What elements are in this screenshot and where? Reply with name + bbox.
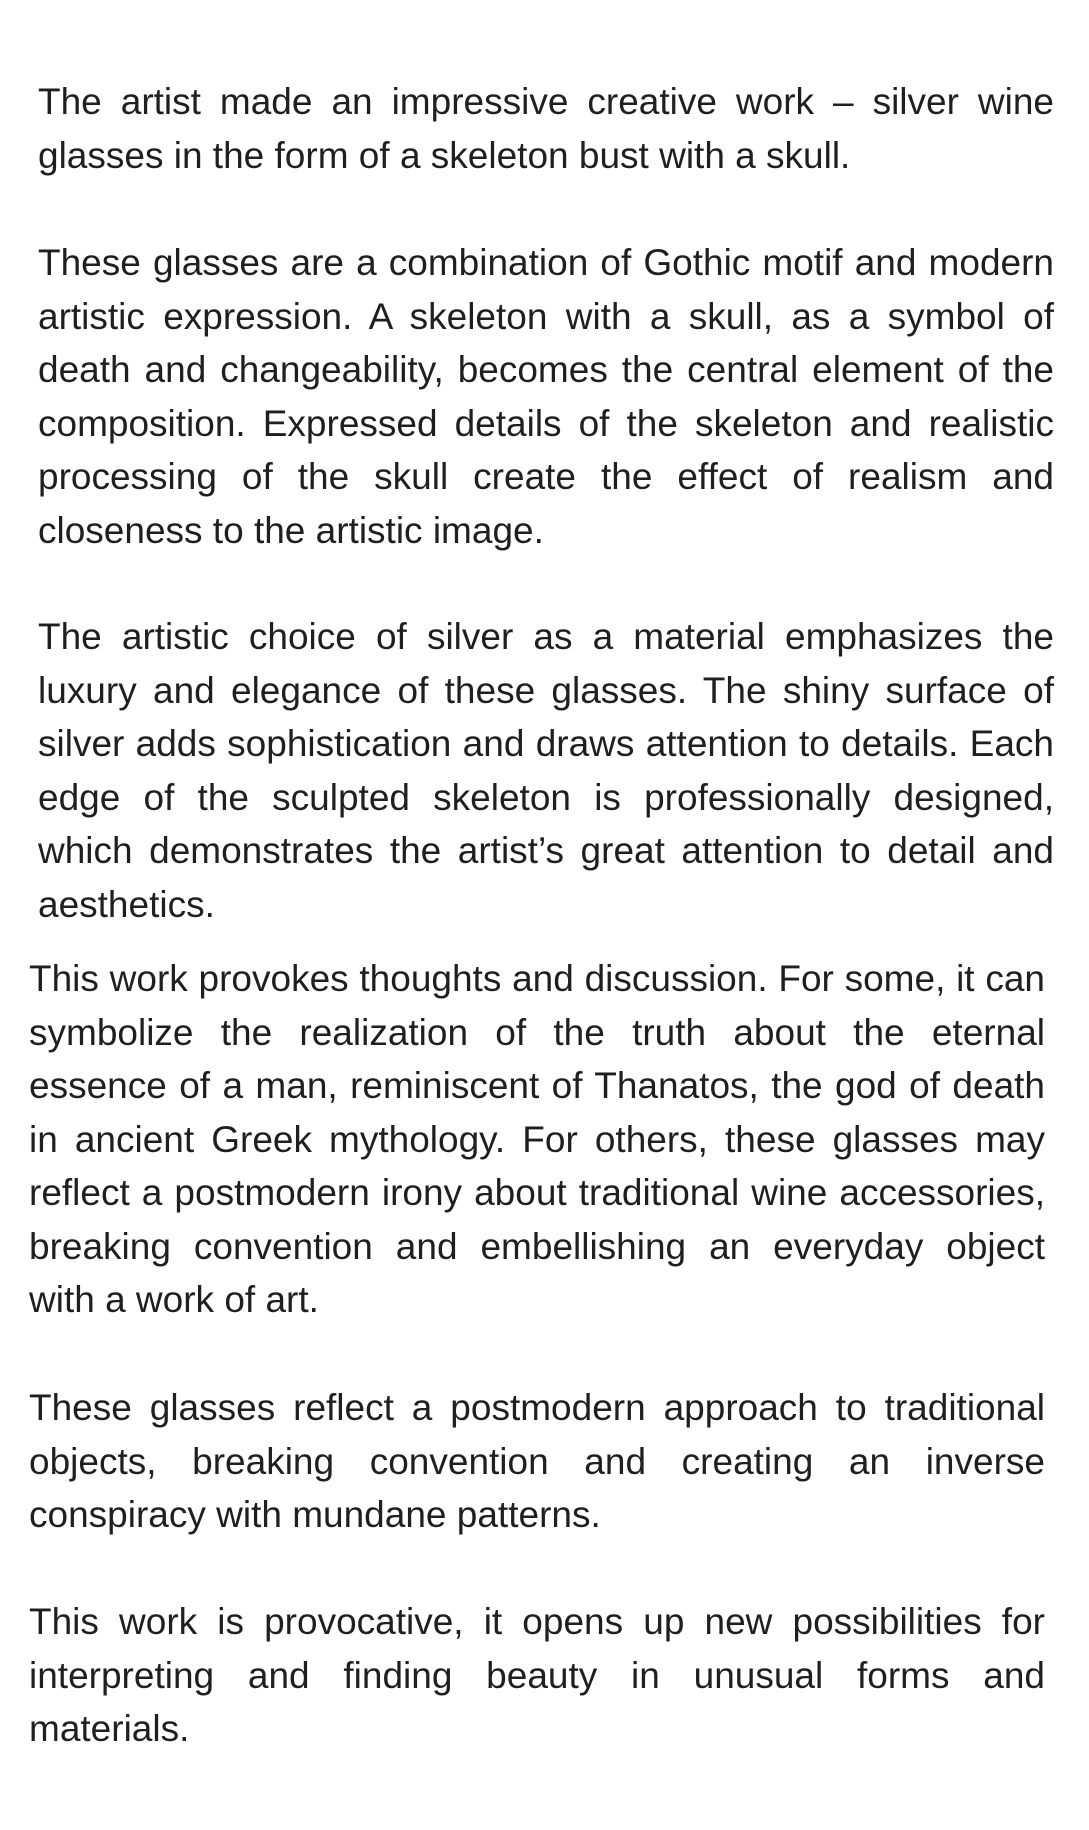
paragraph-intro: The artist made an impressive creative work – silver wine glasses in the form of a skeleton bust with a skull. bbox=[38, 81, 1054, 176]
paragraph-postmodern: These glasses reflect a postmodern approach to traditional objects, breaking convention and creating an inverse conspiracy with mundane patterns. bbox=[29, 1387, 1045, 1535]
paragraph-interpretation: This work provokes thoughts and discussion. For some, it can symbolize the realization of the truth about the eternal essence of a man, reminiscent of Thanatos, the god of death in ancient Greek mythology. For others, these glasses may reflect a postmodern irony about traditional wine accessories, breaking convention and embellishing an everyday object with a work of art. bbox=[29, 958, 1045, 1320]
paragraph-conclusion: This work is provocative, it opens up new possibilities for interpreting and finding beauty in unusual forms and materials. bbox=[29, 1601, 1045, 1749]
paragraph-gothic-motif: These glasses are a combination of Gothic motif and modern artistic expression. A skeleton with a skull, as a symbol of death and changeability, becomes the central element of the composition. Expressed details of the skeleton and realistic processing of the skull create the effect of realism and closeness to the artistic image. bbox=[38, 242, 1054, 551]
paragraph-silver-material: The artistic choice of silver as a material emphasizes the luxury and elegance of these glasses. The shiny surface of silver adds sophistication and draws attention to details. Each edge of the sculpted skeleton is professionally designed, which demonstrates the artist’s great attention to detail and aesthetics. bbox=[38, 616, 1054, 925]
